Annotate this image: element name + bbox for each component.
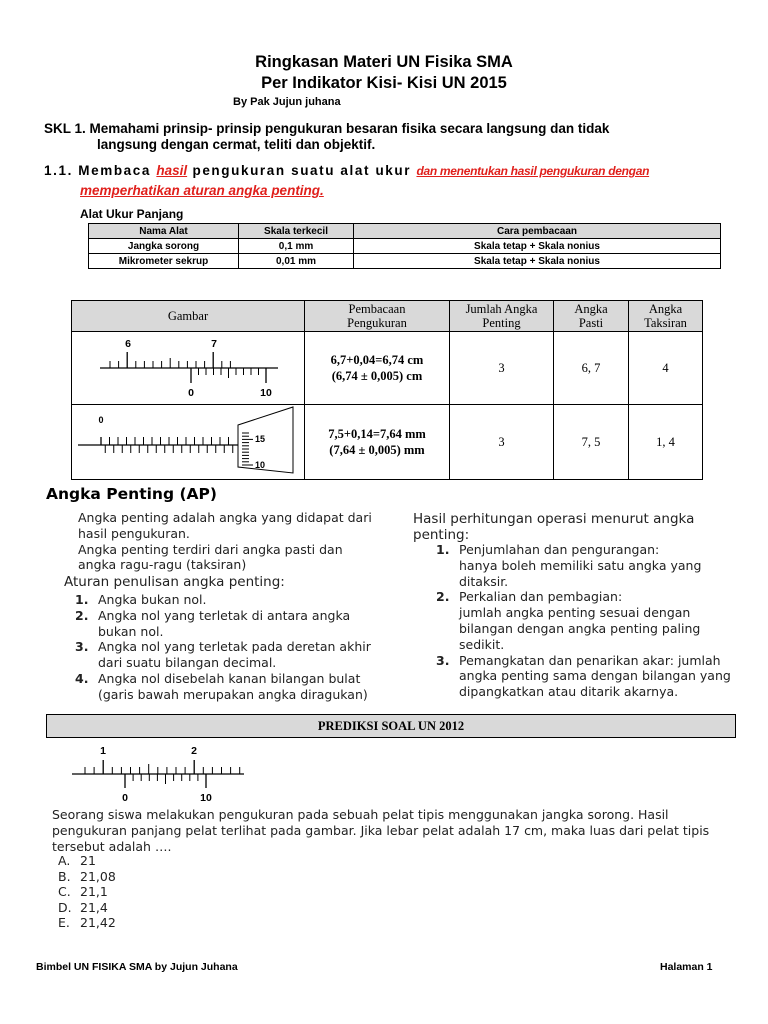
ap-definition	[78, 510, 372, 573]
vernier-caliper-figure	[88, 333, 288, 399]
item-number: 2.	[75, 607, 89, 623]
question-line: pengukuran panjang pelat terlihat pada gambar. Jika lebar pelat adalah 17 cm, maka luas dari pelat tipis	[52, 822, 710, 838]
list-item	[436, 589, 731, 652]
ap-rules-title: Aturan penulisan angka penting:	[64, 574, 285, 590]
option-letter: B.	[58, 868, 71, 884]
label-vernier-0: 0	[122, 792, 128, 804]
label-vernier-10: 10	[200, 792, 212, 804]
header-text: Pembacaan	[348, 302, 406, 316]
taksiran-cell: 4	[629, 332, 703, 405]
item-text: Angka nol disebelah kanan bilangan bulat	[98, 670, 361, 686]
item-text: bukan nol.	[98, 623, 164, 639]
question-line: Seorang siswa melakukan pengukuran pada sebuah pelat tipis menggunakan jangka sorong. Hasil	[52, 807, 669, 822]
option-letter: A.	[58, 853, 71, 868]
option-text: 21,08	[80, 868, 116, 884]
pembacaan-text: (6,74 ± 0,005) cm	[331, 369, 423, 383]
list-item	[75, 639, 371, 671]
indicator-hasil: hasil	[156, 163, 188, 178]
list-item	[436, 542, 731, 589]
alat-table-title: Alat Ukur Panjang	[80, 207, 184, 221]
skl-line2: langsung dengan cermat, teliti dan objektif.	[97, 137, 376, 152]
indicator-middle: pengukuran suatu alat ukur	[187, 163, 417, 178]
indicator-line2-text: memperhatikan aturan angka penting.	[80, 183, 324, 198]
item-text: dari suatu bilangan decimal.	[98, 655, 277, 671]
label-main-6: 6	[125, 338, 131, 350]
indicator-red-tail: dan menentukan hasil pengukuran dengan	[416, 164, 650, 178]
item-text: Angka nol yang terletak pada deretan akhir	[98, 639, 371, 655]
label-thimble-15: 15	[255, 434, 266, 444]
answer-option-b	[58, 869, 116, 885]
pasti-cell: 6, 7	[554, 332, 629, 405]
item-text: Angka nol yang terletak di antara angka	[98, 607, 351, 623]
label-vernier-0: 0	[188, 387, 194, 399]
answer-option-a	[58, 853, 116, 869]
option-text: 21	[80, 853, 96, 868]
header-text: Angka	[574, 302, 608, 316]
item-text: Angka bukan nol.	[98, 592, 207, 607]
jumlah-cell: 3	[450, 405, 554, 480]
pembacaan-text: (7,64 ± 0,005) mm	[329, 443, 425, 457]
thimble-ticks	[75, 405, 253, 465]
pasti-cell: 7, 5	[554, 405, 629, 480]
ap-def-line: Angka penting terdiri dari angka pasti dan	[78, 541, 343, 557]
ap-ops-list	[436, 542, 731, 700]
table-row	[89, 254, 721, 269]
vernier-scale-ticks	[125, 774, 206, 788]
label-main-2: 2	[191, 745, 197, 757]
header-text: Pengukuran	[347, 316, 407, 330]
header-text: Penting	[482, 316, 521, 330]
byline: By Pak Jujun juhana	[233, 96, 341, 108]
table-row	[89, 239, 721, 254]
ap-ops-title	[413, 511, 694, 543]
pembacaan-cell	[305, 332, 450, 405]
table-row	[72, 332, 703, 405]
item-number: 2.	[436, 589, 450, 605]
footer-left: Bimbel UN FISIKA SMA by Jujun Juhana	[36, 961, 238, 973]
item-text: ditaksir.	[459, 573, 509, 589]
item-text: bilangan dengan angka penting paling	[459, 620, 701, 636]
thimble-shape	[238, 407, 293, 473]
alat-table-header-row	[89, 224, 721, 239]
ap-def-line: hasil pengukuran.	[78, 525, 190, 541]
measure-header-row	[72, 301, 703, 332]
header-text: Taksiran	[644, 316, 687, 330]
option-letter: D.	[58, 899, 72, 915]
item-number: 3.	[75, 639, 89, 655]
item-number: 3.	[436, 652, 450, 668]
item-text: Penjumlahan dan pengurangan:	[459, 542, 660, 557]
list-item	[75, 671, 371, 703]
main-scale-ticks	[85, 760, 240, 774]
answer-options	[58, 853, 116, 931]
label-main-1: 1	[100, 745, 106, 757]
pembacaan-text: 7,5+0,14=7,64 mm	[328, 427, 426, 441]
pembacaan-cell	[305, 405, 450, 480]
label-main-7: 7	[211, 338, 217, 350]
prediksi-caliper-figure	[66, 742, 256, 804]
measure-header-jumlah	[450, 301, 554, 332]
alat-header-skala: Skala terkecil	[239, 224, 354, 239]
ap-rules-list	[75, 592, 371, 703]
caliper-figure-cell	[72, 332, 305, 405]
alat-cell: 0,01 mm	[239, 254, 354, 269]
item-text: angka penting sama dengan bilangan yang	[459, 668, 731, 684]
option-text: 21,42	[80, 915, 116, 931]
header-text: Jumlah Angka	[465, 302, 538, 316]
alat-cell: Skala tetap + Skala nonius	[354, 239, 721, 254]
alat-cell: 0,1 mm	[239, 239, 354, 254]
option-letter: E.	[58, 915, 70, 931]
measurement-table	[71, 300, 703, 480]
answer-option-e	[58, 915, 116, 931]
item-number: 4.	[75, 670, 89, 686]
alat-cell: Mikrometer sekrup	[89, 254, 239, 269]
label-vernier-10: 10	[260, 387, 272, 399]
prediksi-banner: PREDIKSI SOAL UN 2012	[46, 714, 736, 738]
header-text: Pasti	[578, 316, 604, 330]
skl-line1: SKL 1. Memahami prinsip- prinsip pengukuran besaran fisika secara langsung dan tidak	[44, 121, 610, 136]
alat-cell: Skala tetap + Skala nonius	[354, 254, 721, 269]
indicator-line1	[44, 163, 649, 178]
option-letter: C.	[58, 884, 71, 900]
ops-title-line: Hasil perhitungan operasi menurut angka	[413, 511, 695, 527]
item-text: dipangkatkan atau ditarik akarnya.	[459, 684, 679, 700]
vernier-scale-ticks	[191, 368, 266, 383]
label-sleeve-0: 0	[98, 415, 104, 425]
doc-title-line2: Per Indikator Kisi- Kisi UN 2015	[261, 74, 507, 92]
list-item	[436, 653, 731, 700]
label-thimble-10: 10	[255, 460, 266, 470]
micrometer-figure-cell	[72, 405, 305, 480]
header-text: Angka	[648, 302, 683, 316]
main-scale-ticks	[110, 352, 230, 368]
alat-header-nama: Nama Alat	[89, 224, 239, 239]
doc-title-line1: Ringkasan Materi UN Fisika SMA	[255, 53, 513, 71]
option-text: 21,1	[80, 884, 108, 900]
alat-ukur-table	[88, 223, 721, 269]
indicator-prefix: 1.1. Membaca	[44, 163, 157, 178]
question-line: tersebut adalah ….	[52, 838, 172, 854]
measure-header-pasti	[554, 301, 629, 332]
item-text: Pemangkatan dan penarikan akar: jumlah	[459, 652, 721, 668]
taksiran-cell: 1, 4	[629, 405, 703, 480]
alat-cell: Jangka sorong	[89, 239, 239, 254]
item-number: 1.	[75, 592, 89, 607]
pembacaan-text: 6,7+0,04=6,74 cm	[330, 353, 424, 367]
option-text: 21,4	[80, 899, 108, 915]
list-item	[75, 592, 371, 608]
measure-header-pembacaan	[305, 301, 450, 332]
indicator-line2	[80, 183, 324, 198]
item-text: (garis bawah merupakan angka diragukan)	[98, 686, 368, 702]
ap-def-line: angka ragu-ragu (taksiran)	[78, 557, 247, 573]
item-text: hanya boleh memiliki satu angka yang	[459, 557, 702, 573]
item-text: Perkalian dan pembagian:	[459, 589, 623, 605]
item-text: jumlah angka penting sesuai dengan	[459, 605, 691, 621]
question-text	[52, 807, 742, 854]
list-item	[75, 608, 371, 640]
ap-title: Angka Penting (AP)	[46, 485, 217, 503]
ap-def-line: Angka penting adalah angka yang didapat dari	[78, 510, 372, 525]
alat-header-cara: Cara pembacaan	[354, 224, 721, 239]
item-number: 1.	[436, 542, 450, 557]
ops-title-line: penting:	[413, 527, 470, 543]
page-number: Halaman 1	[660, 961, 713, 973]
answer-option-d	[58, 900, 116, 916]
measure-header-gambar: Gambar	[72, 301, 305, 332]
micrometer-figure	[75, 405, 301, 475]
item-text: sedikit.	[459, 636, 505, 652]
jumlah-cell: 3	[450, 332, 554, 405]
answer-option-c	[58, 884, 116, 900]
measure-header-taksiran	[629, 301, 703, 332]
table-row	[72, 405, 703, 480]
